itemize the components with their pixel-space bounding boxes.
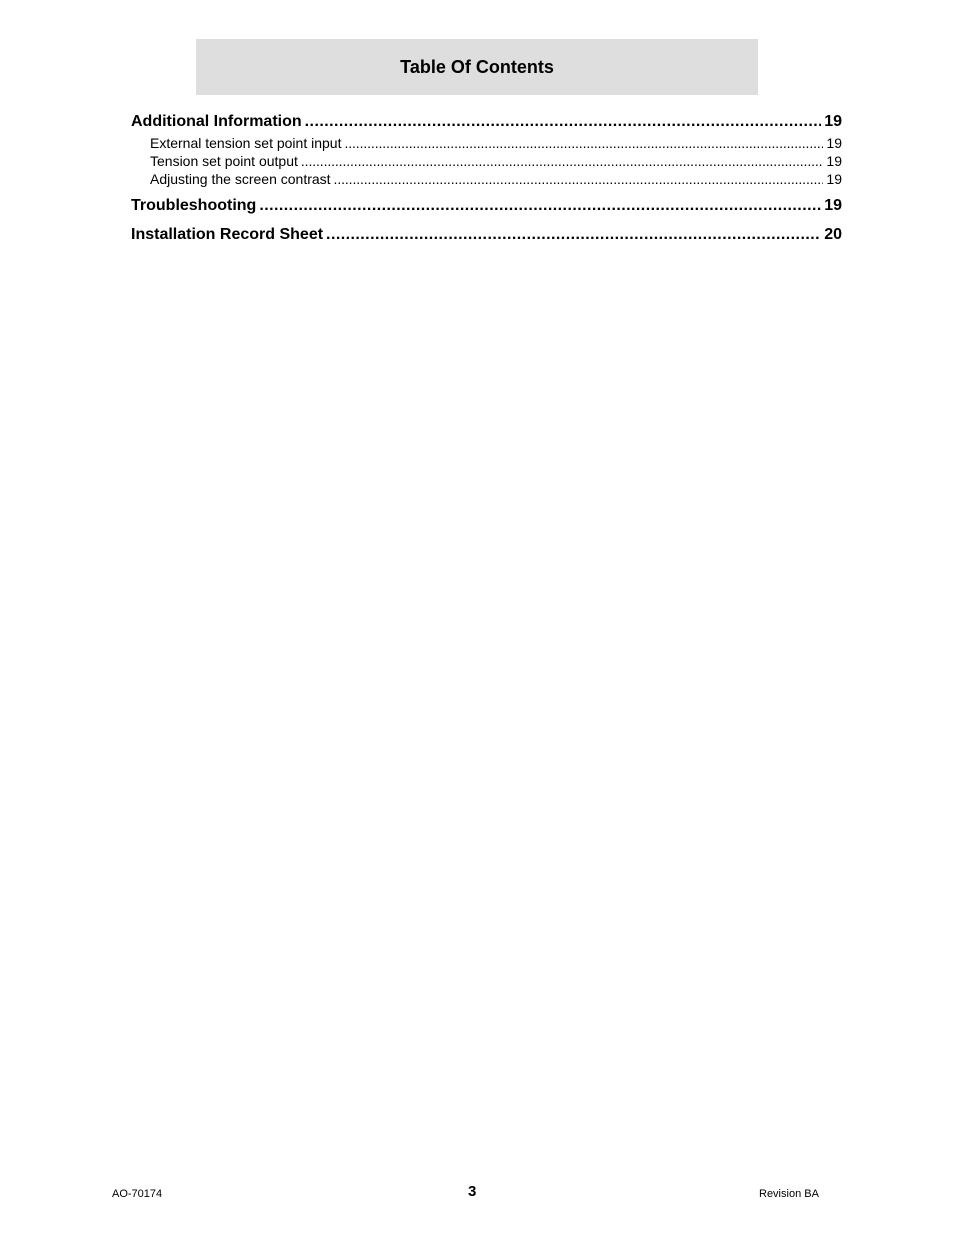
toc-entry-page: 19 (826, 153, 842, 169)
toc-entry-external-tension-set-point-input[interactable] (131, 134, 842, 152)
toc-entry-troubleshooting[interactable] (131, 194, 842, 218)
toc-dot-leader (344, 134, 823, 152)
footer-page-number: 3 (468, 1183, 477, 1200)
toc-entry-label: Troubleshooting (131, 197, 257, 214)
toc-list (131, 110, 842, 247)
toc-entry-installation-record-sheet[interactable] (131, 223, 842, 247)
toc-entry-page: 19 (824, 197, 842, 214)
toc-entry-adjusting-the-screen-contrast[interactable] (131, 170, 842, 188)
toc-dot-leader (259, 194, 821, 218)
toc-dot-leader (301, 152, 824, 170)
page-title: Table Of Contents (400, 56, 554, 77)
toc-entry-label: External tension set point input (150, 135, 342, 151)
footer-revision: Revision BA (759, 1188, 819, 1200)
toc-entry-label: Tension set point output (150, 153, 298, 169)
toc-entry-label: Additional Information (131, 113, 302, 130)
toc-entry-page: 19 (824, 113, 842, 130)
toc-entry-tension-set-point-output[interactable] (131, 152, 842, 170)
toc-dot-leader (326, 223, 821, 247)
toc-entry-additional-information[interactable] (131, 110, 842, 134)
toc-entry-page: 20 (824, 226, 842, 243)
toc-dot-leader (305, 110, 822, 134)
toc-entry-page: 19 (826, 171, 842, 187)
footer-doc-id: AO-70174 (112, 1188, 163, 1200)
toc-header (196, 39, 758, 95)
toc-dot-leader (334, 170, 824, 188)
toc-entry-label: Adjusting the screen contrast (150, 171, 331, 187)
toc-entry-label: Installation Record Sheet (131, 226, 324, 243)
toc-entry-page: 19 (826, 135, 842, 151)
